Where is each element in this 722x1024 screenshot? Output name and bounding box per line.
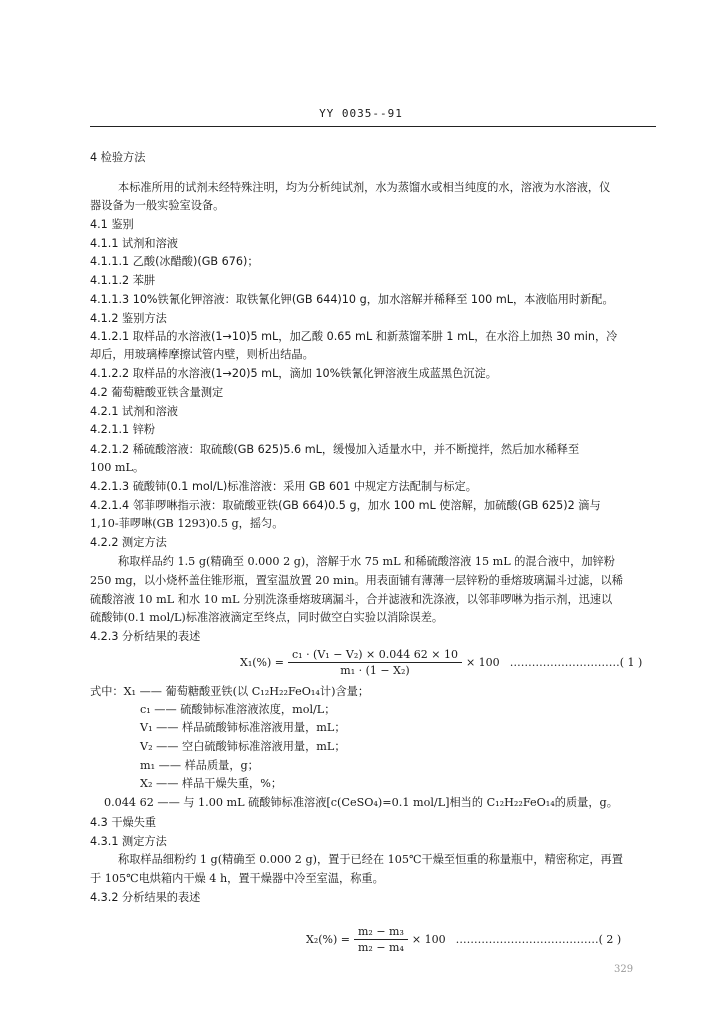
formula-1-lhs: X₁(%) = [240,656,284,669]
where-constant: 0.044 62 —— 与 1.00 mL 硫酸铈标准溶液[c(CeSO₄)=0.1 mol/L]相当的 C₁₂H₂₂FeO₁₄的质量，g。 [104,796,618,809]
item-4-1-1-2: 4.1.1.2 苯肼 [90,274,156,287]
where-v2: V₂ —— 空白硫酸铈标准溶液用量，mL； [140,740,346,753]
formula-1-times: × 100 [465,656,500,669]
heading-4-2-3: 4.2.3 分析结果的表述 [90,630,201,643]
formula-2-denominator: m₂ − m₄ [358,941,404,954]
formula-2-tag: ( 2 ) [598,933,622,946]
drying-paragraph-line-1: 称取样品细粉约 1 g(精确至 0.000 2 g)，置于已经在 105℃干燥至恒重的称量瓶中，精密称定，再置 [118,853,623,866]
formula-1-tag: ( 1 ) [619,656,643,669]
item-4-1-2-1-line-1: 4.1.2.1 取样品的水溶液(1→10)5 mL，加乙酸 0.65 mL 和新蒸馏苯肼 1 mL，在水浴上加热 30 min，冷 [90,330,618,343]
where-x2: X₂ —— 样品干燥失重，%； [140,777,283,790]
formula-2 [306,925,621,954]
where-x1: 式中：X₁ —— 葡萄糖酸亚铁(以 C₁₂H₂₂FeO₁₄计)含量； [90,685,370,698]
heading-4-2-2: 4.2.2 测定方法 [90,536,167,549]
where-v1: V₁ —— 样品硫酸铈标准溶液用量，mL； [140,721,346,734]
formula-1-leader-dots: ………………………… [509,656,620,669]
item-4-2-1-4-line-2: 1,10-菲啰啉(GB 1293)0.5 g，摇匀。 [90,517,284,530]
item-4-2-1-4-line-1: 4.2.1.4 邻菲啰啉指示液：取硫酸亚铁(GB 664)0.5 g，加水 100 mL 使溶解，加硫酸(GB 625)2 滴与 [90,499,601,512]
item-4-2-1-2-line-1: 4.2.1.2 稀硫酸溶液：取硫酸(GB 625)5.6 mL，缓慢加入适量水中，并不断搅拌，然后加水稀释至 [90,443,580,456]
item-4-1-2-2: 4.1.2.2 取样品的水溶液(1→20)5 mL，滴加 10%铁氰化钾溶液生成蓝黑色沉淀。 [90,367,497,380]
method-paragraph-line-1: 称取样品约 1.5 g(精确至 0.000 2 g)，溶解于水 75 mL 和稀硫酸溶液 15 mL 的混合液中，加锌粉 [118,555,615,568]
formula-2-leader-dots: ………………………………… [455,933,599,946]
item-4-1-2-1-line-2: 却后，用玻璃棒摩擦试管内壁，则析出结晶。 [90,348,314,361]
heading-4-3-2: 4.3.2 分析结果的表述 [90,891,201,904]
formula-1 [240,648,642,677]
item-4-1-1-3: 4.1.1.3 10%铁氰化钾溶液：取铁氰化钾(GB 644)10 g，加水溶解并稀释至 100 mL，本液临用时新配。 [90,293,614,306]
method-paragraph-line-2: 250 mg，以小烧杯盖住锥形瓶，置室温放置 20 min。用表面铺有薄薄一层锌粉的垂熔玻璃漏斗过滤，以稀 [90,574,623,587]
where-m1: m₁ —— 样品质量，g； [140,759,259,772]
drying-paragraph-line-2: 于 105℃电烘箱内干燥 4 h，置干燥器中冷至室温，称重。 [90,872,384,885]
standard-code-header: YY 0035--91 [319,107,403,120]
formula-1-numerator: c₁ · (V₁ − V₂) × 0.044 62 × 10 [288,648,462,663]
where-c1: c₁ —— 硫酸铈标准溶液浓度，mol/L； [140,703,336,716]
page-number: 329 [614,964,634,975]
heading-4-1-2: 4.1.2 鉴别方法 [90,312,167,325]
heading-4-1-1: 4.1.1 试剂和溶液 [90,237,178,250]
item-4-2-1-3: 4.2.1.3 硫酸铈(0.1 mol/L)标准溶液：采用 GB 601 中规定方法配制与标定。 [90,480,477,493]
heading-4-2: 4.2 葡萄糖酸亚铁含量测定 [90,386,224,399]
intro-paragraph-line-1: 本标准所用的试剂未经特殊注明，均为分析纯试剂，水为蒸馏水或相当纯度的水，溶液为水溶液，仪 [118,181,611,194]
header-rule [90,126,656,127]
formula-1-denominator: m₁ · (1 − X₂) [340,664,410,677]
heading-4-3: 4.3 干燥失重 [90,816,157,829]
formula-2-fraction [354,925,408,954]
item-4-2-1-2-line-2: 100 mL。 [90,461,145,474]
heading-4-1: 4.1 鉴别 [90,218,134,231]
formula-2-lhs: X₂(%) = [306,933,350,946]
item-4-1-1-1: 4.1.1.1 乙酸(冰醋酸)(GB 676)； [90,255,259,268]
item-4-2-1-1: 4.2.1.1 锌粉 [90,423,156,436]
method-paragraph-line-4: 硫酸铈(0.1 mol/L)标准溶液滴定至终点，同时做空白实验以消除误差。 [90,611,444,624]
formula-2-numerator: m₂ − m₃ [354,925,408,940]
section-4-heading: 4 检验方法 [90,151,146,164]
intro-paragraph-line-2: 器设备为一般实验室设备。 [90,199,225,212]
formula-2-times: × 100 [411,933,446,946]
heading-4-3-1: 4.3.1 测定方法 [90,835,167,848]
formula-1-fraction [288,648,462,677]
method-paragraph-line-3: 硫酸溶液 10 mL 和水 10 mL 分别洗涤垂熔玻璃漏斗，合并滤液和洗涤液，以邻菲啰啉为指示剂，迅速以 [90,593,613,606]
heading-4-2-1: 4.2.1 试剂和溶液 [90,405,178,418]
